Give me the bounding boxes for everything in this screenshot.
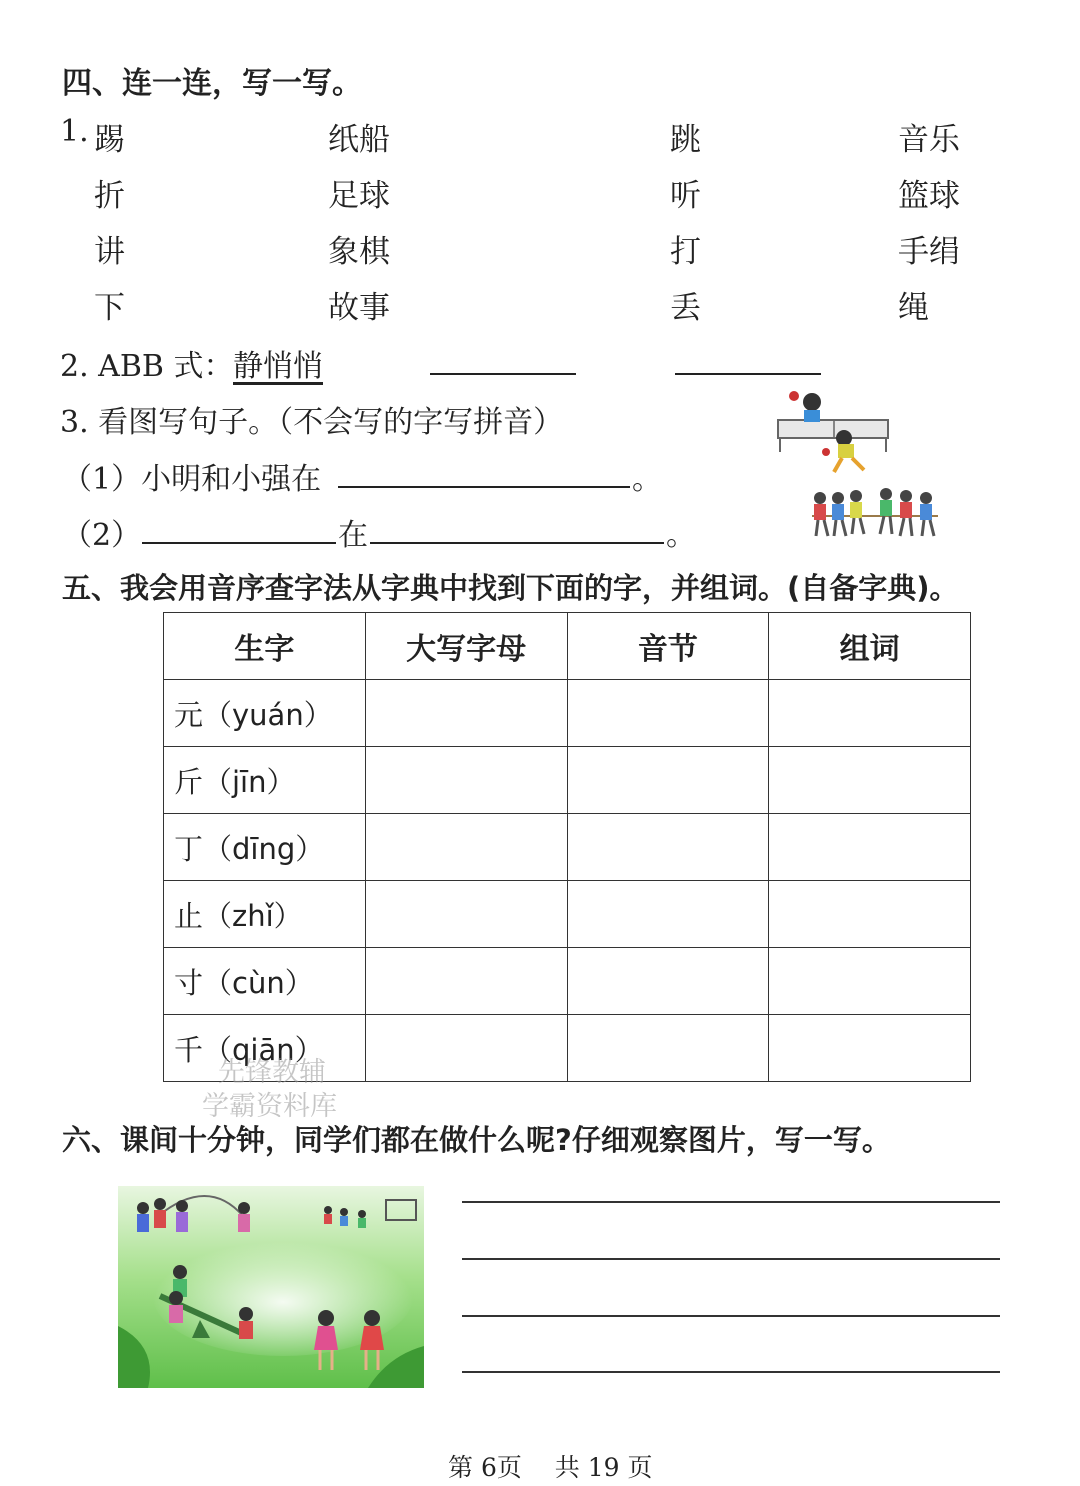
match-item[interactable]: 绳 <box>898 290 929 326</box>
q2-label: 2. ABB 式： <box>60 349 234 384</box>
q3-sentence-1-blank[interactable] <box>338 486 630 488</box>
match-item[interactable]: 故事 <box>328 290 390 326</box>
writing-line-4[interactable] <box>462 1371 1000 1373</box>
match-item[interactable]: 篮球 <box>898 178 960 214</box>
q3-sentence-2-blank-1[interactable] <box>142 542 336 544</box>
word-cell[interactable] <box>769 948 971 1015</box>
tug-of-war-illustration <box>808 484 942 542</box>
q3-title: 3. 看图写句子。（不会写的字写拼音） <box>60 405 564 440</box>
recess-scene-illustration <box>118 1186 424 1388</box>
abb-blank-1[interactable] <box>430 373 576 375</box>
dictionary-table <box>163 612 971 1082</box>
word-cell[interactable] <box>769 881 971 948</box>
match-item[interactable]: 纸船 <box>328 122 390 158</box>
character-cell: 寸（cùn） <box>164 948 366 1015</box>
column-header: 生字 <box>164 613 366 680</box>
syllable-cell[interactable] <box>567 814 769 881</box>
writing-line-1[interactable] <box>462 1201 1000 1203</box>
q3-sentence-1-prefix: （1）小明和小强在 <box>62 462 322 497</box>
match-item[interactable]: 音乐 <box>898 122 960 158</box>
abb-blank-2[interactable] <box>675 373 821 375</box>
match-item[interactable]: 讲 <box>94 234 125 270</box>
writing-line-2[interactable] <box>462 1258 1000 1260</box>
uppercase-letter-cell[interactable] <box>365 1015 567 1082</box>
character-cell: 丁（dīng） <box>164 814 366 881</box>
match-item[interactable]: 跳 <box>670 122 701 158</box>
match-item[interactable]: 丢 <box>670 290 701 326</box>
section-4-title: 四、连一连，写一写。 <box>62 66 362 101</box>
syllable-cell[interactable] <box>567 881 769 948</box>
section-6-title: 六、课间十分钟，同学们都在做什么呢?仔细观察图片，写一写。 <box>62 1123 891 1157</box>
syllable-cell[interactable] <box>567 1015 769 1082</box>
word-cell[interactable] <box>769 680 971 747</box>
table-row <box>164 680 971 747</box>
column-header: 组词 <box>769 613 971 680</box>
column-header: 大写字母 <box>365 613 567 680</box>
table-header-row <box>164 613 971 680</box>
syllable-cell[interactable] <box>567 747 769 814</box>
table-row <box>164 747 971 814</box>
q3-sentence-2-mid: 在 <box>338 518 368 553</box>
match-item[interactable]: 下 <box>94 290 125 326</box>
table-row <box>164 881 971 948</box>
uppercase-letter-cell[interactable] <box>365 814 567 881</box>
q1-label: 1. <box>60 114 89 149</box>
word-cell[interactable] <box>769 814 971 881</box>
character-cell: 千（qiān） <box>164 1015 366 1082</box>
match-item[interactable]: 踢 <box>94 122 125 158</box>
match-item[interactable]: 打 <box>670 234 701 270</box>
character-cell: 止（zhǐ） <box>164 881 366 948</box>
table-row <box>164 948 971 1015</box>
match-item[interactable]: 象棋 <box>328 234 390 270</box>
syllable-cell[interactable] <box>567 948 769 1015</box>
uppercase-letter-cell[interactable] <box>365 747 567 814</box>
word-cell[interactable] <box>769 1015 971 1082</box>
word-cell[interactable] <box>769 747 971 814</box>
match-item[interactable]: 手绢 <box>898 234 960 270</box>
match-item[interactable]: 足球 <box>328 178 390 214</box>
match-item[interactable]: 听 <box>670 178 701 214</box>
abb-example: 静悄悄 <box>233 349 323 384</box>
table-row <box>164 814 971 881</box>
watermark-line-1: 先锋教辅 <box>218 1057 326 1088</box>
writing-line-3[interactable] <box>462 1315 1000 1317</box>
column-header: 音节 <box>567 613 769 680</box>
watermark-line-2: 学霸资料库 <box>202 1091 337 1122</box>
character-cell: 斤（jīn） <box>164 747 366 814</box>
section-5-title: 五、我会用音序查字法从字典中找到下面的字，并组词。(自备字典)。 <box>62 571 959 605</box>
uppercase-letter-cell[interactable] <box>365 948 567 1015</box>
character-cell: 元（yuán） <box>164 680 366 747</box>
uppercase-letter-cell[interactable] <box>365 881 567 948</box>
q3-sentence-1-suffix: 。 <box>632 462 662 497</box>
ping-pong-illustration <box>772 386 896 478</box>
match-item[interactable]: 折 <box>94 178 125 214</box>
q3-sentence-2-prefix: （2） <box>62 518 142 553</box>
page-footer: 第 6页 共 19 页 <box>448 1453 653 1482</box>
syllable-cell[interactable] <box>567 680 769 747</box>
uppercase-letter-cell[interactable] <box>365 680 567 747</box>
q3-sentence-2-blank-2[interactable] <box>370 542 664 544</box>
q3-sentence-2-suffix: 。 <box>666 518 696 553</box>
